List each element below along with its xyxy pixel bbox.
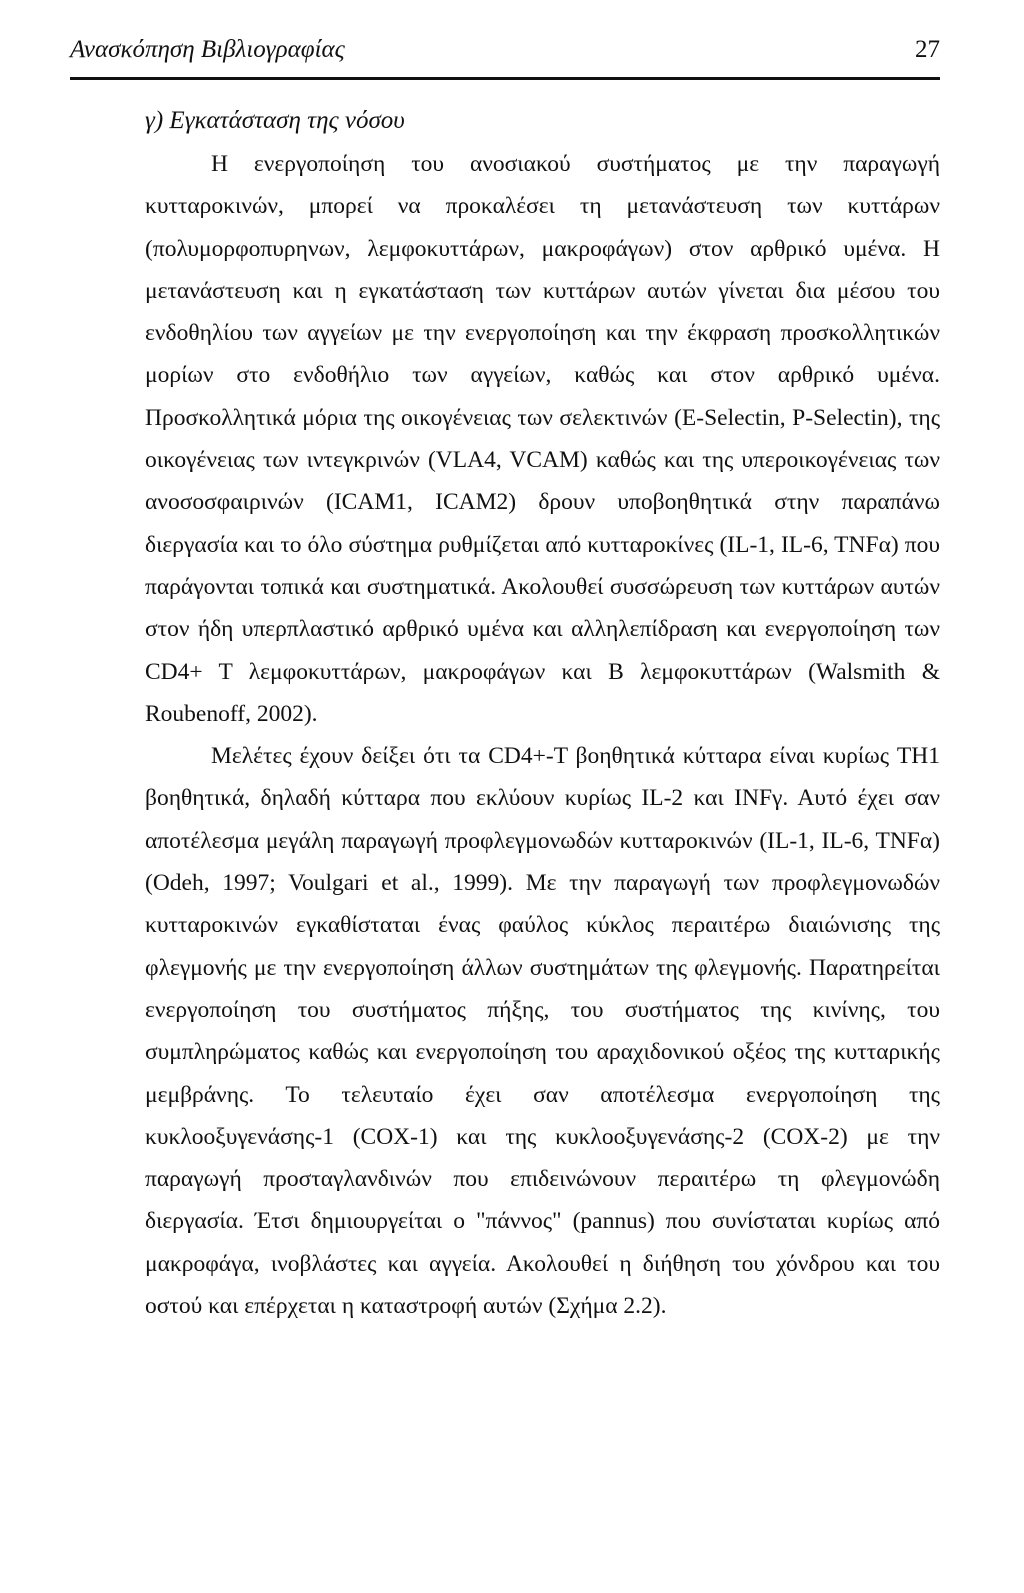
body-text [145, 143, 940, 1327]
paragraph-1: Η ενεργοποίηση του ανοσιακού συστήματος με την παραγωγή κυτταροκινών, μπορεί να προκαλέσει τη μετανάστευση των κυττάρων (πολυμορφοπυρηνων, λεμφοκυττάρων, μακροφάγων) στον αρθρικό υμένα. Η μετανάστευση και η εγκατάσταση των κυττάρων αυτών γίνεται δια μέσου του ενδοθηλίου των αγγείων με την ενεργοποίηση και την έκφραση προσκολλητικών μορίων στο ενδοθήλιο των αγγείων, καθώς και στον αρθρικό υμένα. Προσκολλητικά μόρια της οικογένειας των σελεκτινών (E-Selectin, P-Selectin), της οικογένειας των ιντεγκρινών (VLA4, VCAM) καθώς και της υπεροικογένειας των ανοσοσφαιρινών (ICAM1, ICAM2) δρουν υποβοηθητικά στην παραπάνω διεργασία και το όλο σύστημα ρυθμίζεται από κυτταροκίνες (IL-1, IL-6, TNFα) που παράγονται τοπικά και συστηματικά. Ακολουθεί συσσώρευση των κυττάρων αυτών στον ήδη υπερπλαστικό αρθρικό υμένα και αλληλεπίδραση και ενεργοποίηση των CD4+ T λεμφοκυττάρων, μακροφάγων και B λεμφοκυττάρων (Walsmith & Roubenoff, 2002). [145, 151, 940, 727]
page-number: 27 [915, 36, 940, 63]
header-divider [70, 77, 940, 80]
header-title: Ανασκόπηση Βιβλιογραφίας [70, 36, 345, 63]
section-heading: γ) Εγκατάσταση της νόσου [145, 107, 405, 134]
paragraph-2: Μελέτες έχουν δείξει ότι τα CD4+-T βοηθητικά κύτταρα είναι κυρίως TH1 βοηθητικά, δηλαδή κύτταρα που εκλύουν κυρίως IL-2 και INFγ. Αυτό έχει σαν αποτέλεσμα μεγάλη παραγωγή προφλεγμονωδών κυτταροκινών (IL-1, IL-6, TNFα) (Odeh, 1997; Voulgari et al., 1999). Με την παραγωγή των προφλεγμονωδών κυτταροκινών εγκαθίσταται ένας φαύλος κύκλος περαιτέρω διαιώνισης της φλεγμονής με την ενεργοποίηση άλλων συστημάτων της φλεγμονής. Παρατηρείται ενεργοποίηση του συστήματος πήξης, του συστήματος της κινίνης, του συμπληρώματος καθώς και ενεργοποίηση του αραχιδονικού οξέος της κυτταρικής μεμβράνης. Το τελευταίο έχει σαν αποτέλεσμα ενεργοποίηση της κυκλοοξυγενάσης-1 (COX-1) και της κυκλοοξυγενάσης-2 (COX-2) με την παραγωγή προσταγλανδινών που επιδεινώνουν περαιτέρω τη φλεγμονώδη διεργασία. Έτσι δημιουργείται ο "πάννος" (pannus) που συνίσταται κυρίως από μακροφάγα, ινοβλάστες και αγγεία. Ακολουθεί η διήθηση του χόνδρου και του οστού και επέρχεται η καταστροφή αυτών (Σχήμα 2.2). [145, 743, 940, 1320]
running-header [70, 34, 940, 74]
